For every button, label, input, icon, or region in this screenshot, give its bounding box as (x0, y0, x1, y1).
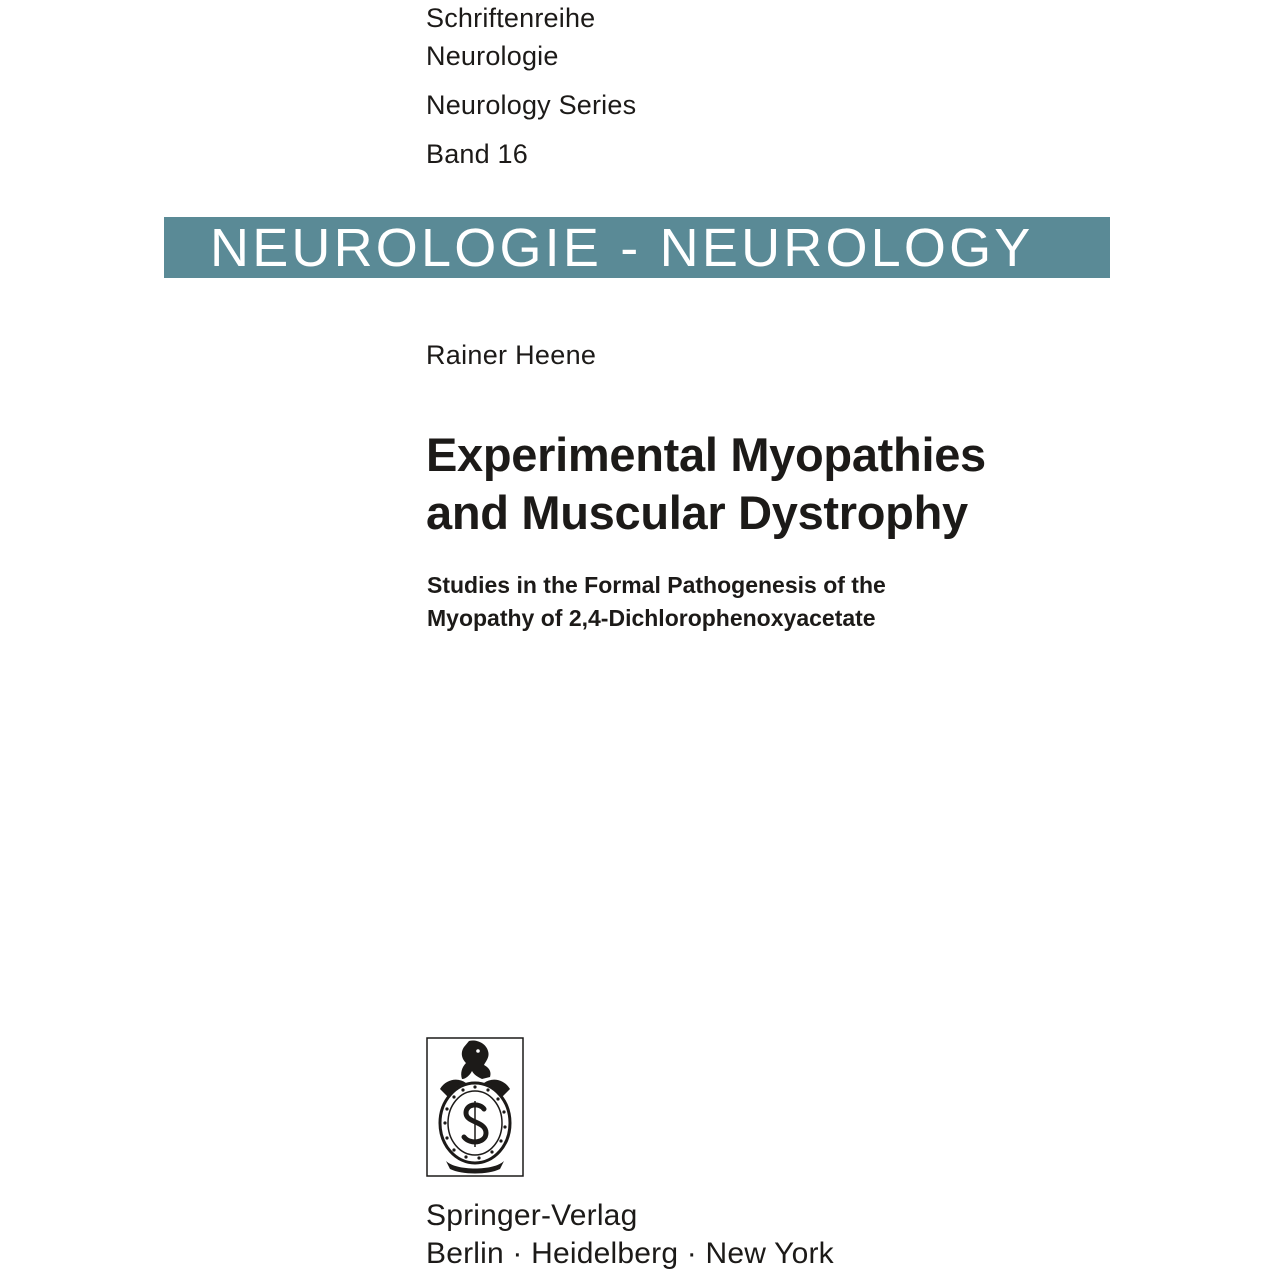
series-name-german: Schriftenreihe (426, 3, 596, 33)
book-title (426, 426, 986, 542)
publisher-cities: Berlin · Heidelberg · New York (426, 1237, 834, 1270)
publisher-info (426, 1197, 834, 1273)
book-subtitle-line-2: Myopathy of 2,4-Dichlorophenoxyacetate (427, 605, 876, 631)
book-title-line-1: Experimental Myopathies (426, 428, 986, 481)
author-name: Rainer Heene (426, 340, 597, 370)
series-name-english: Neurology Series (426, 90, 637, 120)
springer-chess-knight-logo-icon (426, 1037, 524, 1177)
series-banner-text: NEUROLOGIE - NEUROLOGY (210, 218, 1034, 278)
book-subtitle-line-1: Studies in the Formal Pathogenesis of the (427, 572, 886, 598)
publisher-name: Springer-Verlag (426, 1199, 638, 1232)
series-banner (164, 217, 1110, 278)
book-title-line-2: and Muscular Dystrophy (426, 486, 968, 539)
book-subtitle (427, 569, 886, 635)
series-subject-german: Neurologie (426, 41, 559, 71)
series-volume: Band 16 (426, 139, 528, 169)
